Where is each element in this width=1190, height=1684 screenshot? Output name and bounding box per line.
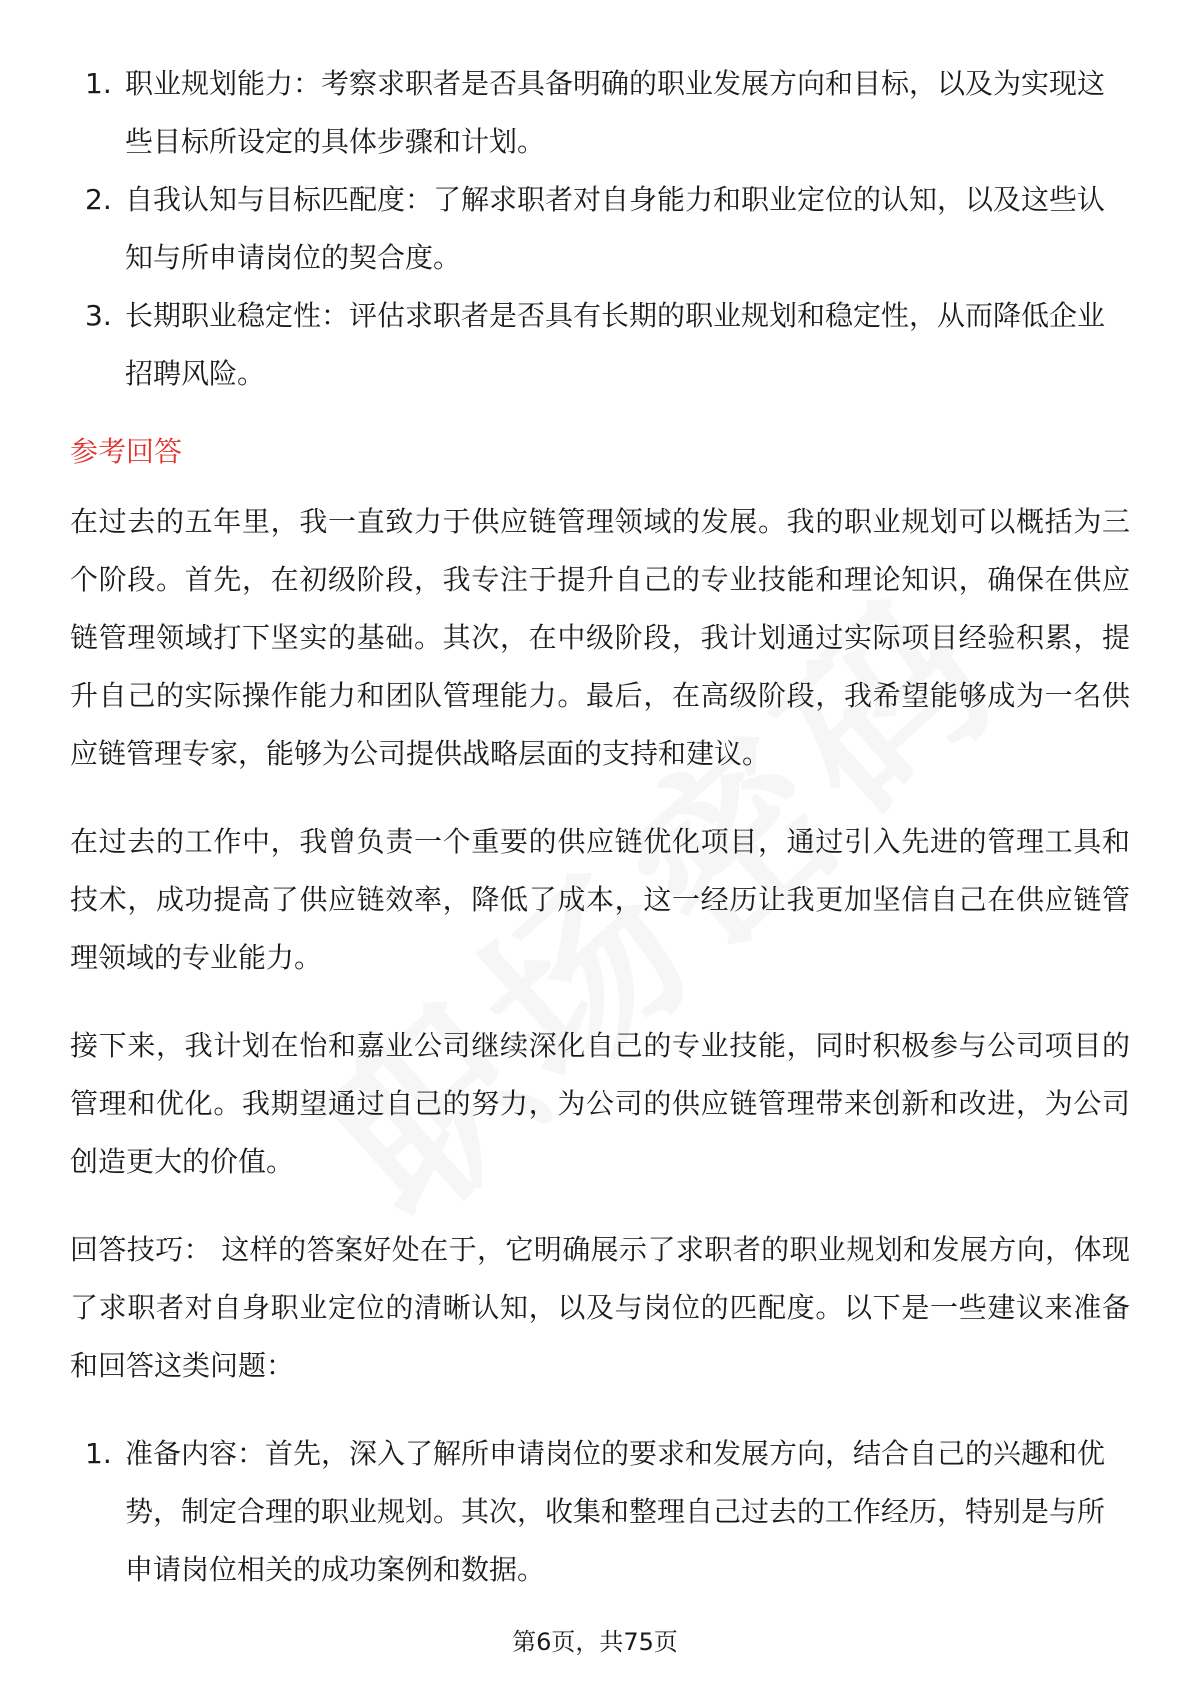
- paragraph: 在过去的五年里，我一直致力于供应链管理领域的发展。我的职业规划可以概括为三个阶段。首先，在初级阶段，我专注于提升自己的专业技能和理论知识，确保在供应链管理领域打下坚实的基础。其次，在中级阶段，我计划通过实际项目经验积累，提升自己的实际操作能力和团队管理能力。最后，在高级阶段，我希望能够成为一名供应链管理专家，能够为公司提供战略层面的支持和建议。: [70, 505, 1130, 770]
- list-item-text: 自我认知与目标匹配度：了解求职者对自身能力和职业定位的认知，以及这些认知与所申请岗位的契合度。: [125, 183, 1106, 274]
- list-item: [70, 287, 1130, 403]
- list-item-text: 职业规划能力：考察求职者是否具备明确的职业发展方向和目标，以及为实现这些目标所设定的具体步骤和计划。: [125, 67, 1106, 158]
- list-item-text: 准备内容：首先，深入了解所申请岗位的要求和发展方向，结合自己的兴趣和优势，制定合理的职业规划。其次，收集和整理自己过去的工作经历，特别是与所申请岗位相关的成功案例和数据。: [125, 1437, 1106, 1586]
- page-content: [70, 55, 1130, 1599]
- list-item: [70, 55, 1130, 171]
- list-item: [70, 171, 1130, 287]
- list-number: 2.: [85, 183, 112, 216]
- list-number: 1.: [85, 67, 112, 100]
- paragraph: 接下来，我计划在怡和嘉业公司继续深化自己的专业技能，同时积极参与公司项目的管理和优化。我期望通过自己的努力，为公司的供应链管理带来创新和改进，为公司创造更大的价值。: [70, 1029, 1130, 1178]
- list-number: 3.: [85, 299, 112, 332]
- page-footer: 第6页，共75页: [512, 1628, 678, 1656]
- paragraph: 回答技巧： 这样的答案好处在于，它明确展示了求职者的职业规划和发展方向，体现了求职者对自身职业定位的清晰认知，以及与岗位的匹配度。以下是一些建议来准备和回答这类问题：: [70, 1233, 1130, 1382]
- paragraph: 在过去的工作中，我曾负责一个重要的供应链优化项目，通过引入先进的管理工具和技术，成功提高了供应链效率，降低了成本，这一经历让我更加坚信自己在供应链管理领域的专业能力。: [70, 825, 1130, 974]
- tips-list: [70, 1425, 1130, 1599]
- list-number: 1.: [85, 1437, 112, 1470]
- list-item-text: 长期职业稳定性：评估求职者是否具有长期的职业规划和稳定性，从而降低企业招聘风险。: [125, 299, 1106, 390]
- criteria-list: [70, 55, 1130, 403]
- section-heading: 参考回答: [70, 435, 183, 468]
- list-item: [70, 1425, 1130, 1599]
